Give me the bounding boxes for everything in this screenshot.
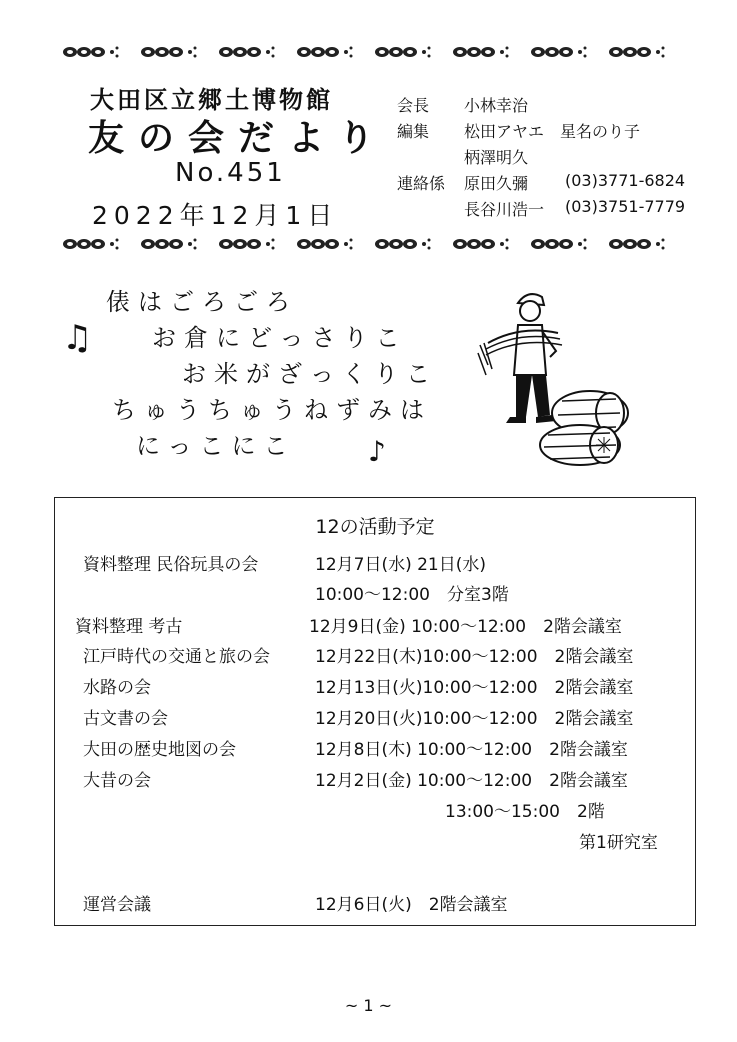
schedule-item-when: 13:00～15:00 2階 xyxy=(445,802,605,822)
music-note-icon: ♪ xyxy=(368,435,386,468)
schedule-item-when: 第1研究室 xyxy=(579,833,658,853)
activity-schedule-box xyxy=(54,497,696,926)
border-pattern-icon xyxy=(62,44,682,60)
schedule-item-name: 資料整理 民俗玩具の会 xyxy=(83,555,259,575)
editor-names: 松田アヤエ 星名のり子 xyxy=(464,122,641,141)
schedule-item-when: 12月7日(水) 21日(水) xyxy=(315,555,487,575)
schedule-item-name: 運営会議 xyxy=(83,895,151,915)
schedule-item-when: 12月2日(金) 10:00～12:00 2階会議室 xyxy=(315,771,628,791)
issue-number: No.451 xyxy=(175,158,286,188)
poem-line-2: お倉にどっさりこ xyxy=(152,324,408,352)
schedule-item-name: 資料整理 考古 xyxy=(75,617,183,637)
schedule-item-when: 12月9日(金) 10:00～12:00 2階会議室 xyxy=(309,617,622,637)
schedule-item-name: 大昔の会 xyxy=(83,771,151,791)
issue-date: 2022年12月1日 xyxy=(92,201,339,230)
newsletter-title: 友の会だより xyxy=(88,117,389,159)
schedule-item-name: 古文書の会 xyxy=(83,709,168,729)
farmer-illustration xyxy=(470,285,640,474)
editor-names-2: 柄澤明久 xyxy=(464,148,529,167)
poem-line-1: 俵はごろごろ xyxy=(106,288,298,316)
poem-line-3: お米がざっくりこ xyxy=(182,360,438,388)
contact-2-name: 長谷川浩一 xyxy=(464,200,545,219)
schedule-item-name: 大田の歴史地図の会 xyxy=(83,740,236,760)
music-note-icon: ♫ xyxy=(62,318,93,358)
contact-1-tel: (03)3771-6824 xyxy=(565,171,686,190)
schedule-item-name: 江戸時代の交通と旅の会 xyxy=(83,647,270,667)
decorative-border-bottom xyxy=(62,236,682,252)
contact-label: 連絡係 xyxy=(397,174,446,193)
chair-label: 会長 xyxy=(397,96,430,115)
schedule-item-when: 12月20日(火)10:00～12:00 2階会議室 xyxy=(315,709,634,729)
decorative-border-top xyxy=(62,44,682,60)
schedule-item-when: 12月8日(木) 10:00～12:00 2階会議室 xyxy=(315,740,628,760)
page-number: ~ 1 ~ xyxy=(344,996,393,1015)
schedule-title: 12の活動予定 xyxy=(315,516,435,538)
contact-1-name: 原田久彌 xyxy=(464,174,529,193)
schedule-item-when: 12月13日(火)10:00～12:00 2階会議室 xyxy=(315,678,634,698)
schedule-item-when: 12月22日(木)10:00～12:00 2階会議室 xyxy=(315,647,634,667)
poem-line-4: ちゅうちゅうねずみは xyxy=(112,396,432,424)
border-pattern-icon xyxy=(62,236,682,252)
chair-name: 小林幸治 xyxy=(464,96,529,115)
organization-name: 大田区立郷土博物館 xyxy=(90,86,333,114)
contact-2-tel: (03)3751-7779 xyxy=(565,197,686,216)
schedule-item-when: 10:00～12:00 分室3階 xyxy=(315,585,509,605)
editor-label: 編集 xyxy=(397,122,430,141)
schedule-item-when: 12月6日(火) 2階会議室 xyxy=(315,895,508,915)
poem-line-5: にっこにこ xyxy=(136,432,296,460)
schedule-item-name: 水路の会 xyxy=(83,678,151,698)
